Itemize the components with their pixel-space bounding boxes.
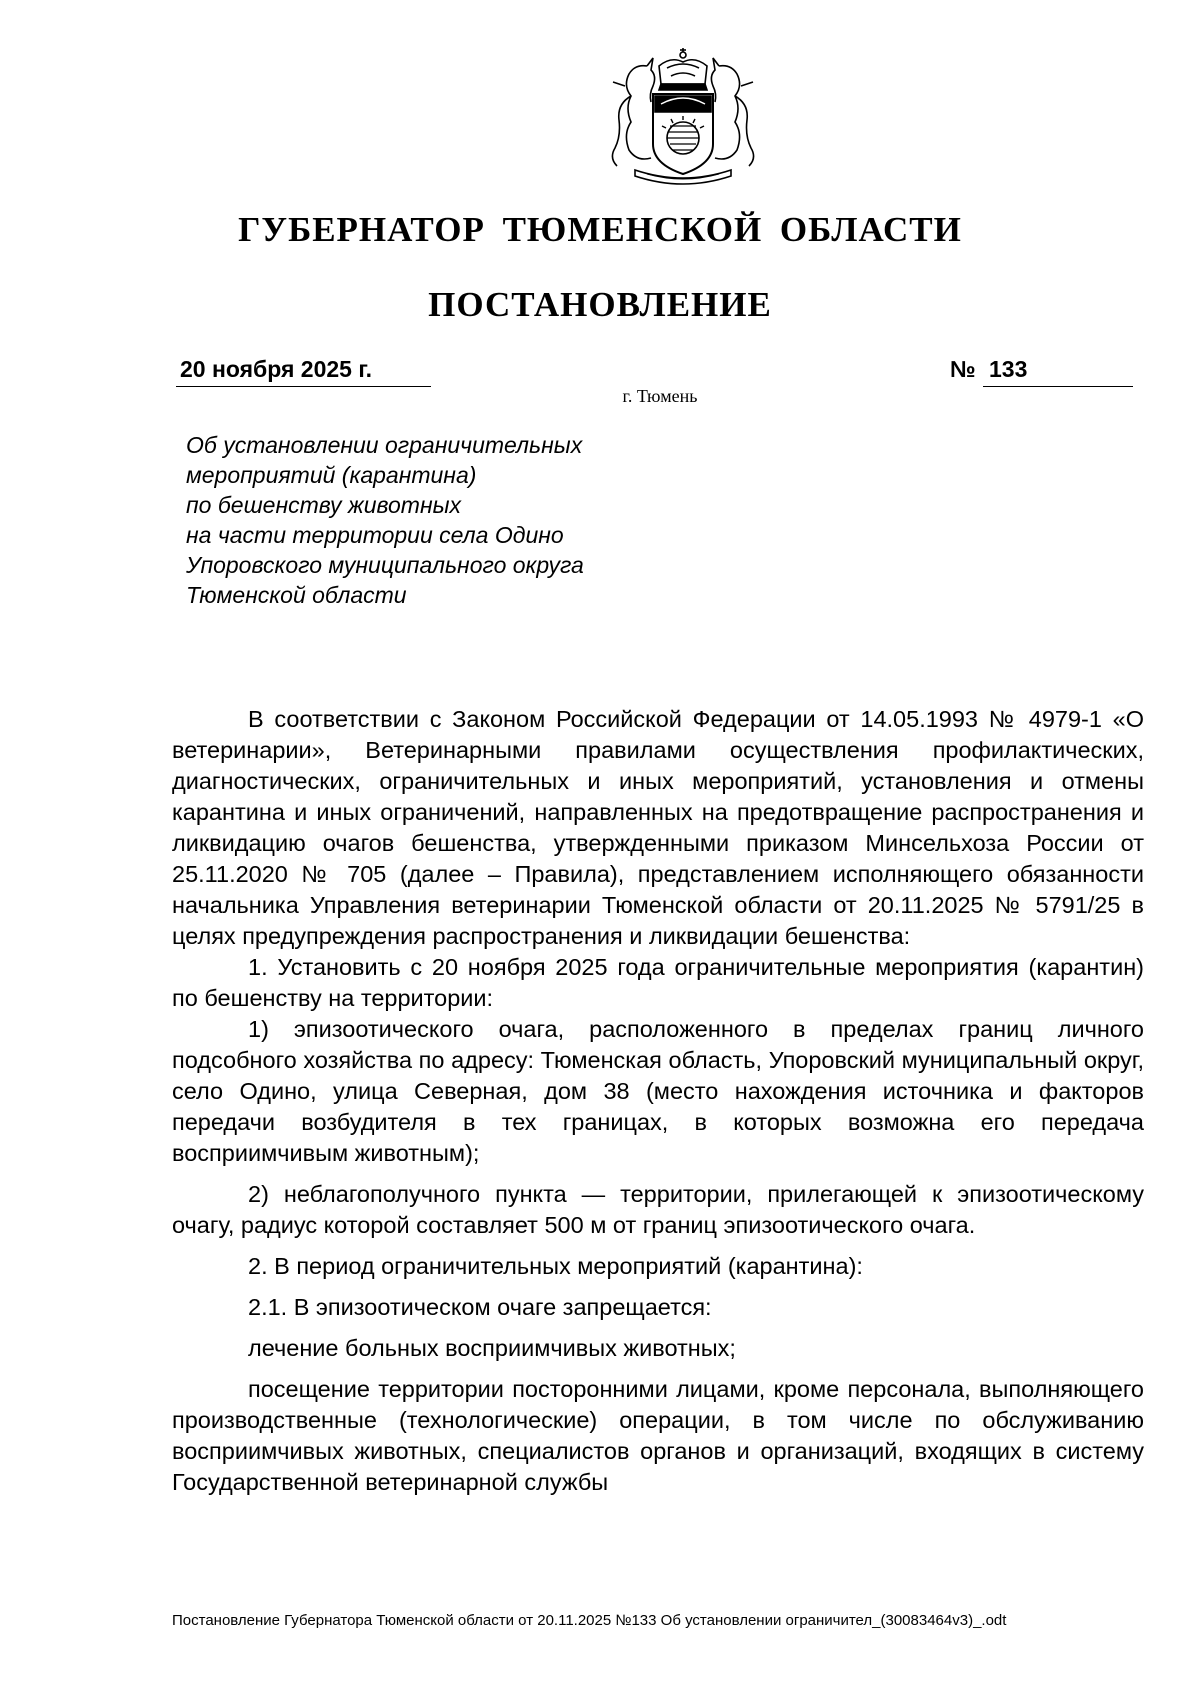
- subject-line: по бешенству животных: [186, 492, 462, 518]
- subject-line: Тюменской области: [186, 582, 407, 608]
- document-number: 133: [989, 356, 1028, 382]
- date-field: [176, 355, 431, 387]
- clause-1-paragraph: 1. Установить с 20 ноября 2025 года ограничительные мероприятия (карантин) по бешенству на территории:: [172, 954, 1144, 1011]
- clause-2-1-paragraph: 2.1. В эпизоотическом очаге запрещается:: [248, 1294, 712, 1320]
- preamble-paragraph: В соответствии с Законом Российской Федерации от 14.05.1993 № 4979-1 «О ветеринарии», Ветеринарными правилами осуществления профилактических, диагностических, ограничительных и иных мероприятий, установления и отмены карантина и иных ограничений, направленных на предотвращение распространения и ликвидацию очагов бешенства, утвержденными приказом Минсельхоза России от 25.11.2020 № 705 (далее – Правила), представлением исполняющего обязанности начальника Управления ветеринарии Тюменской области от 20.11.2025 № 5791/25 в целях предупреждения распространения и ликвидации бешенства:: [172, 706, 1144, 949]
- org-title: ГУБЕРНАТОР ТЮМЕНСКОЙ ОБЛАСТИ: [238, 210, 962, 249]
- subject-line: мероприятий (карантина): [186, 462, 477, 488]
- subject-line: на части территории села Одино: [186, 522, 564, 548]
- document-subject: [186, 430, 746, 610]
- number-field: [983, 355, 1133, 387]
- tyumen-region-coat-of-arms-icon: [595, 46, 771, 188]
- document-type-title: ПОСТАНОВЛЕНИЕ: [428, 285, 772, 324]
- clause-2-paragraph: 2. В период ограничительных мероприятий (карантина):: [248, 1253, 863, 1279]
- document-footer: Постановление Губернатора Тюменской области от 20.11.2025 №133 Об установлении ограничител_(30083464v3)_.odt: [172, 1612, 1007, 1629]
- number-sign: №: [950, 356, 976, 382]
- subject-line: Упоровского муниципального округа: [186, 552, 584, 578]
- clause-1-1-paragraph: 1) эпизоотического очага, расположенного в пределах границ личного подсобного хозяйства по адресу: Тюменская область, Упоровский муниципальный округ, село Одино, улица Северная, дом 38 (место нахождения источника и факторов передачи возбудителя в тех границах, в которых возможна его передача восприимчивым животным);: [172, 1016, 1144, 1166]
- subject-line: Об установлении ограничительных: [186, 432, 583, 458]
- document-body: [172, 704, 1144, 1498]
- issue-city: г. Тюмень: [622, 386, 698, 406]
- clause-1-2-paragraph: 2) неблагополучного пункта — территории, прилегающей к эпизоотическому очагу, радиус которой составляет 500 м от границ эпизоотического очага.: [172, 1181, 1144, 1238]
- clause-item-paragraph: посещение территории посторонними лицами, кроме персонала, выполняющего производственные (технологические) операции, в том числе по обслуживанию восприимчивых животных, специалистов органов и организаций, входящих в систему Государственной ветеринарной службы: [172, 1376, 1144, 1495]
- clause-item-paragraph: лечение больных восприимчивых животных;: [248, 1335, 736, 1361]
- document-date: 20 ноября 2025 г.: [180, 356, 373, 382]
